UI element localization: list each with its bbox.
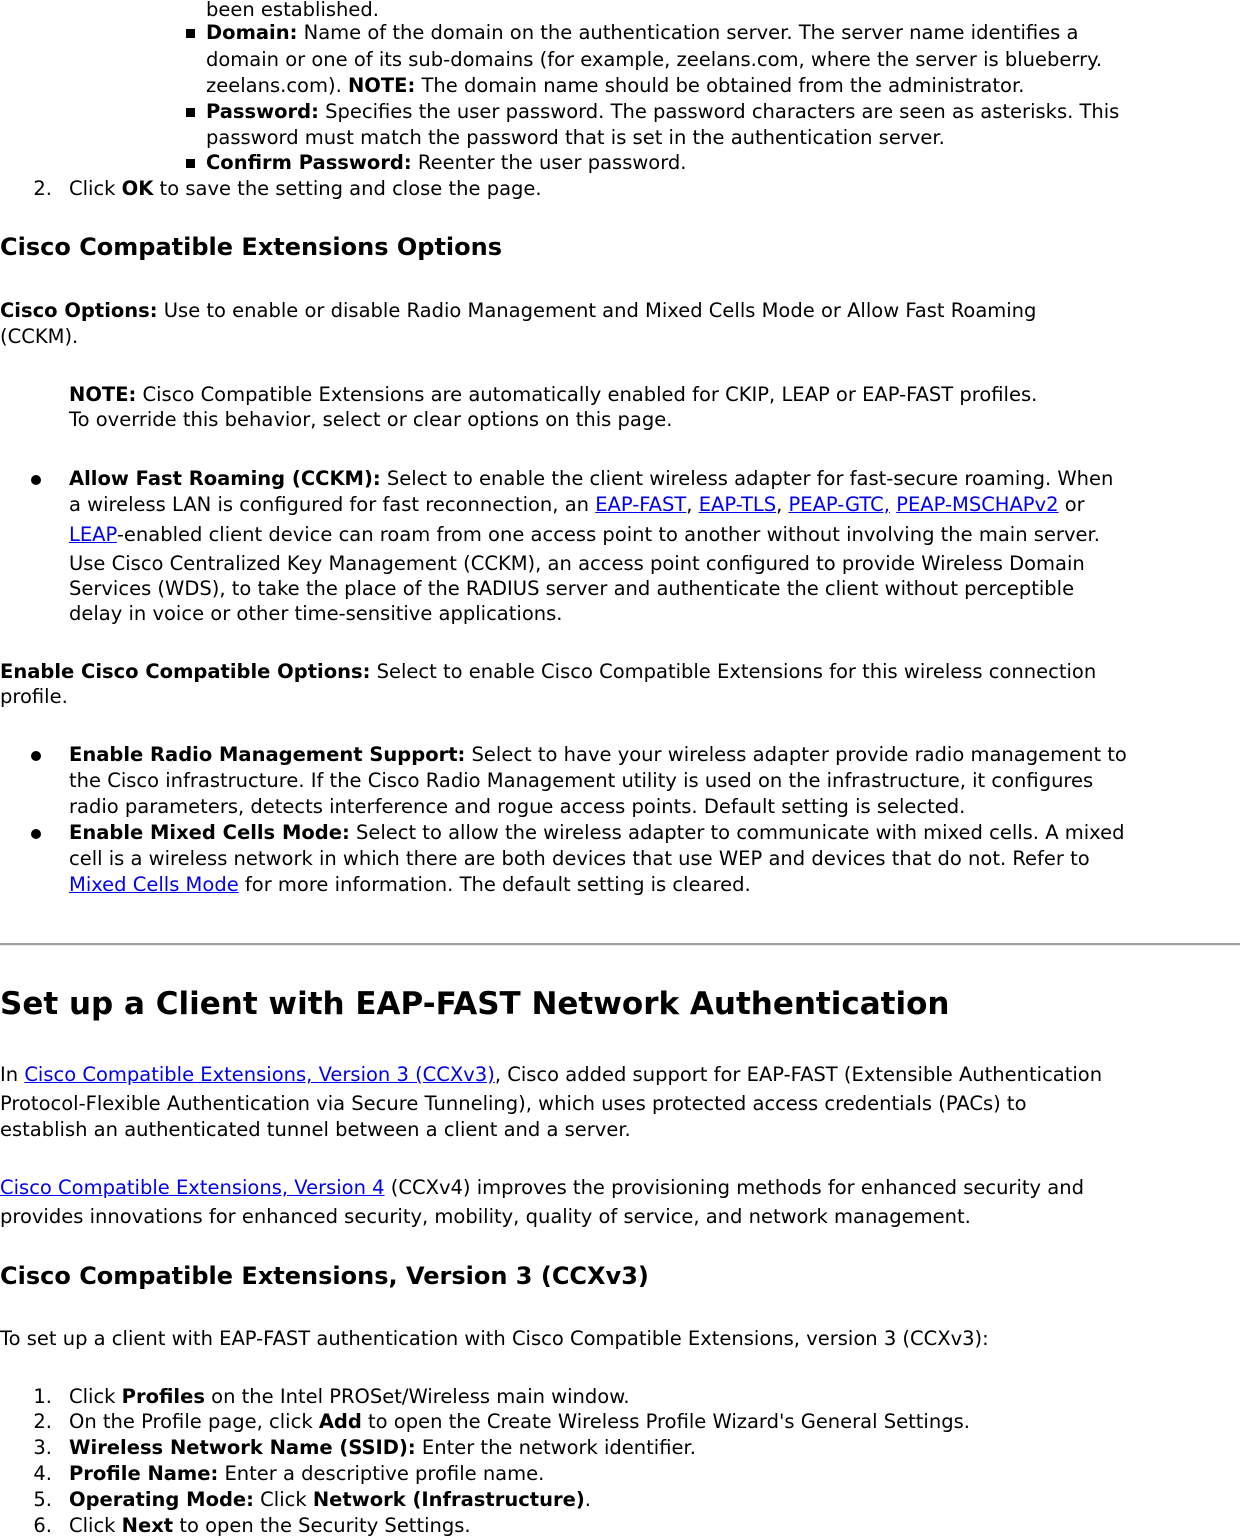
round-bullet-icon: [31, 829, 41, 839]
link-ccxv4[interactable]: Cisco Compatible Extensions, Version 4: [0, 1176, 385, 1199]
enable-cco-line1: Enable Cisco Compatible Options: Select to enable Cisco Compatible Extensions for this wireless connection: [0, 660, 1097, 683]
link-peap-gtc[interactable]: PEAP-GTC,: [788, 493, 890, 516]
square-bullet-icon: [186, 108, 195, 117]
fast-roaming-line4: Use Cisco Centralized Key Management (CCKM), an access point configured to provide Wireless Domain: [69, 552, 1085, 575]
fast-roaming-line3: LEAP-enabled client device can roam from one access point to another without involving the main server.: [69, 523, 1100, 546]
note-line1: NOTE: Cisco Compatible Extensions are automatically enabled for CKIP, LEAP or EAP-FAST profiles.: [69, 383, 1038, 406]
step-number: 4.: [33, 1462, 52, 1485]
link-peap-mschapv2[interactable]: PEAP-MSCHAPv2: [896, 493, 1059, 516]
step-text: Wireless Network Name (SSID): Enter the network identifier.: [69, 1436, 696, 1459]
p2-line2: provides innovations for enhanced security, mobility, quality of service, and network management.: [0, 1205, 971, 1228]
horizontal-divider: [0, 943, 1240, 946]
subsection-heading: Cisco Compatible Extensions, Version 3 (CCXv3): [0, 1262, 649, 1290]
cisco-options-line2: (CCKM).: [0, 325, 79, 348]
fast-roaming-line6: delay in voice or other time-sensitive applications.: [69, 602, 563, 625]
step-number: 2.: [33, 177, 52, 200]
mixed-cells-line3: Mixed Cells Mode for more information. The default setting is cleared.: [69, 873, 751, 896]
domain-line1: Domain: Name of the domain on the authentication server. The server name identifies a: [206, 21, 1079, 44]
fast-roaming-line1: Allow Fast Roaming (CCKM): Select to enable the client wireless adapter for fast-secure roaming. When: [69, 467, 1114, 490]
enable-cco-line2: profile.: [0, 685, 68, 708]
step-number: 3.: [33, 1436, 52, 1459]
step-text: Click Next to open the Security Settings.: [69, 1514, 471, 1537]
step-number: 5.: [33, 1488, 52, 1511]
link-leap[interactable]: LEAP: [69, 523, 117, 546]
square-bullet-icon: [186, 29, 195, 38]
p1-line2: Protocol-Flexible Authentication via Secure Tunneling), which uses protected access credentials (PACs) to: [0, 1092, 1027, 1115]
intro-text: To set up a client with EAP-FAST authentication with Cisco Compatible Extensions, version 3 (CCXv3):: [0, 1327, 989, 1350]
square-bullet-icon: [186, 159, 195, 168]
step-text: Click Profiles on the Intel PROSet/Wireless main window.: [69, 1385, 630, 1408]
password-line1: Password: Specifies the user password. The password characters are seen as asterisks. This: [206, 100, 1120, 123]
item-tail-text: been established.: [206, 0, 379, 21]
step-text: Click OK to save the setting and close the page.: [69, 177, 542, 200]
step-text: Profile Name: Enter a descriptive profile name.: [69, 1462, 545, 1485]
link-ccxv3[interactable]: Cisco Compatible Extensions, Version 3 (CCXv3): [24, 1063, 495, 1086]
radio-mgmt-line3: radio parameters, detects interference and rogue access points. Default setting is selected.: [69, 795, 966, 818]
step-number: 1.: [33, 1385, 52, 1408]
step-text: Operating Mode: Click Network (Infrastructure).: [69, 1488, 591, 1511]
p1-line1: In Cisco Compatible Extensions, Version 3 (CCXv3), Cisco added support for EAP-FAST (Extensible Authentication: [0, 1063, 1103, 1086]
link-eap-fast[interactable]: EAP-FAST: [595, 493, 687, 516]
confirm-password-line: Confirm Password: Reenter the user password.: [206, 151, 687, 174]
mixed-cells-line2: cell is a wireless network in which there are both devices that use WEP and devices that do not. Refer to: [69, 847, 1090, 870]
round-bullet-icon: [31, 475, 41, 485]
fast-roaming-line2: a wireless LAN is configured for fast reconnection, an EAP-FAST, EAP-TLS, PEAP-GTC, PEAP-MSCHAPv2 or: [69, 493, 1085, 516]
section-heading: Cisco Compatible Extensions Options: [0, 233, 502, 261]
fast-roaming-line5: Services (WDS), to take the place of the RADIUS server and authenticate the client without perceptible: [69, 577, 1075, 600]
note-line2: To override this behavior, select or clear options on this page.: [69, 408, 673, 431]
password-line2: password must match the password that is set in the authentication server.: [206, 126, 945, 149]
p1-line3: establish an authenticated tunnel between a client and a server.: [0, 1118, 631, 1141]
step-number: 6.: [33, 1514, 52, 1537]
cisco-options-line1: Cisco Options: Use to enable or disable Radio Management and Mixed Cells Mode or Allow Fast Roaming: [0, 299, 1037, 322]
link-mixed-cells-mode[interactable]: Mixed Cells Mode: [69, 873, 239, 896]
step-number: 2.: [33, 1410, 52, 1433]
p2-line1: Cisco Compatible Extensions, Version 4 (CCXv4) improves the provisioning methods for enhanced security and: [0, 1176, 1084, 1199]
round-bullet-icon: [31, 751, 41, 761]
page-title: Set up a Client with EAP-FAST Network Authentication: [0, 986, 950, 1022]
domain-line2: domain or one of its sub-domains (for example, zeelans.com, where the server is blueberry.: [206, 48, 1103, 71]
step-text: On the Profile page, click Add to open the Create Wireless Profile Wizard's General Settings.: [69, 1410, 970, 1433]
link-eap-tls[interactable]: EAP-TLS: [698, 493, 777, 516]
radio-mgmt-line2: the Cisco infrastructure. If the Cisco Radio Management utility is used on the infrastructure, it configures: [69, 769, 1094, 792]
radio-mgmt-line1: Enable Radio Management Support: Select to have your wireless adapter provide radio management to: [69, 743, 1127, 766]
mixed-cells-line1: Enable Mixed Cells Mode: Select to allow the wireless adapter to communicate with mixed cells. A mixed: [69, 821, 1125, 844]
domain-line3: zeelans.com). NOTE: The domain name should be obtained from the administrator.: [206, 74, 1025, 97]
